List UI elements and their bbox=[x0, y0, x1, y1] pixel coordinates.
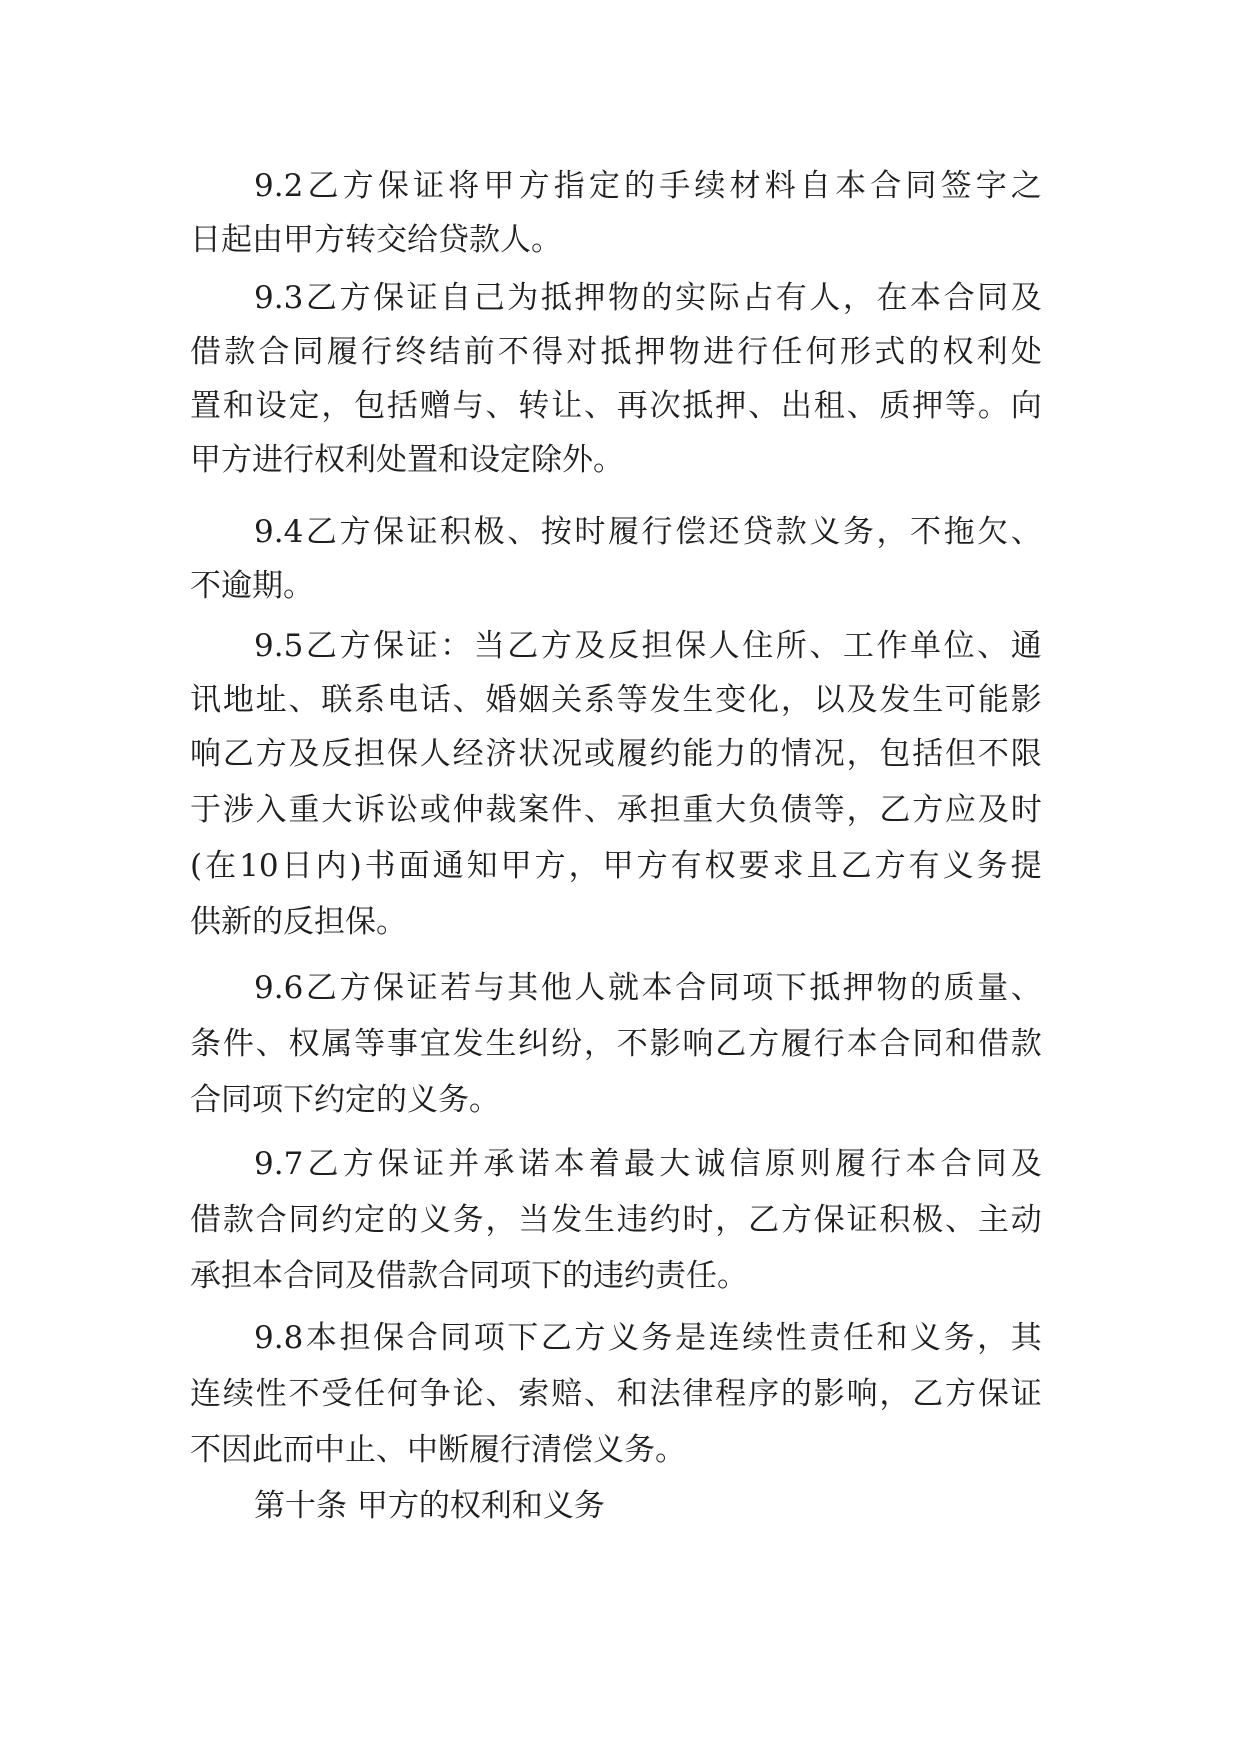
text-line: 响 乙 方 及 反 担 保 人 经 济 状 况 或 履 约 能 力 的 情 况 ， 包 括 但 不 限 bbox=[190, 736, 1042, 772]
text-line: 9.5 乙 方 保 证 ： 当 乙 方 及 反 担 保 人 住 所 、 工 作 单 位 、 通 bbox=[254, 628, 1042, 664]
section-heading: 第十条 甲方的权利和义务 bbox=[254, 1488, 605, 1524]
text-line: 置 和 设 定 ， 包 括 赠 与 、 转 让 、 再 次 抵 押 、 出 租 、 质 押 等 。 向 bbox=[190, 388, 1042, 424]
text-line: 借 款 合 同 履 行 终 结 前 不 得 对 抵 押 物 进 行 任 何 形 式 的 权 利 处 bbox=[190, 334, 1042, 370]
text-line: 日起由甲方转交给贷款人。 bbox=[190, 222, 562, 258]
text-line: 合同项下约定的义务。 bbox=[190, 1082, 500, 1118]
text-line: 不逾期。 bbox=[190, 568, 314, 604]
text-line: 甲方进行权利处置和设定除外。 bbox=[190, 442, 624, 478]
text-line: 讯 地 址 、 联 系 电 话 、 婚 姻 关 系 等 发 生 变 化 ， 以 及 发 生 可 能 影 bbox=[190, 682, 1042, 718]
text-line: 供新的反担保。 bbox=[190, 904, 407, 940]
text-line: 9.8 本 担 保 合 同 项 下 乙 方 义 务 是 连 续 性 责 任 和 义 务 ， 其 bbox=[254, 1320, 1042, 1356]
text-line: 承担本合同及借款合同项下的违约责任。 bbox=[190, 1258, 748, 1294]
text-line: 连 续 性 不 受 任 何 争 论 、 索 赔 、 和 法 律 程 序 的 影 响 ， 乙 方 保 证 bbox=[190, 1376, 1042, 1412]
text-line: 条 件 、 权 属 等 事 宜 发 生 纠 纷 ， 不 影 响 乙 方 履 行 本 合 同 和 借 款 bbox=[190, 1026, 1042, 1062]
text-line: 9.2 乙 方 保 证 将 甲 方 指 定 的 手 续 材 料 自 本 合 同 签 字 之 bbox=[254, 168, 1042, 204]
text-line: 于 涉 入 重 大 诉 讼 或 仲 裁 案 件 、 承 担 重 大 负 债 等 ， 乙 方 应 及 时 bbox=[190, 792, 1042, 828]
text-line: 9.7 乙 方 保 证 并 承 诺 本 着 最 大 诚 信 原 则 履 行 本 合 同 及 bbox=[254, 1146, 1042, 1182]
text-line: ( 在 10 日 内 ) 书 面 通 知 甲 方 ， 甲 方 有 权 要 求 且 乙 方 有 义 务 提 bbox=[190, 848, 1042, 884]
text-line: 9.4 乙 方 保 证 积 极 、 按 时 履 行 偿 还 贷 款 义 务 ， 不 拖 欠 、 bbox=[254, 514, 1042, 550]
text-line: 不因此而中止、中断履行清偿义务。 bbox=[190, 1432, 686, 1468]
text-line: 借 款 合 同 约 定 的 义 务 ， 当 发 生 违 约 时 ， 乙 方 保 证 积 极 、 主 动 bbox=[190, 1202, 1042, 1238]
text-line: 9.3 乙 方 保 证 自 己 为 抵 押 物 的 实 际 占 有 人 ， 在 本 合 同 及 bbox=[254, 280, 1042, 316]
text-line: 9.6 乙 方 保 证 若 与 其 他 人 就 本 合 同 项 下 抵 押 物 的 质 量 、 bbox=[254, 970, 1042, 1006]
